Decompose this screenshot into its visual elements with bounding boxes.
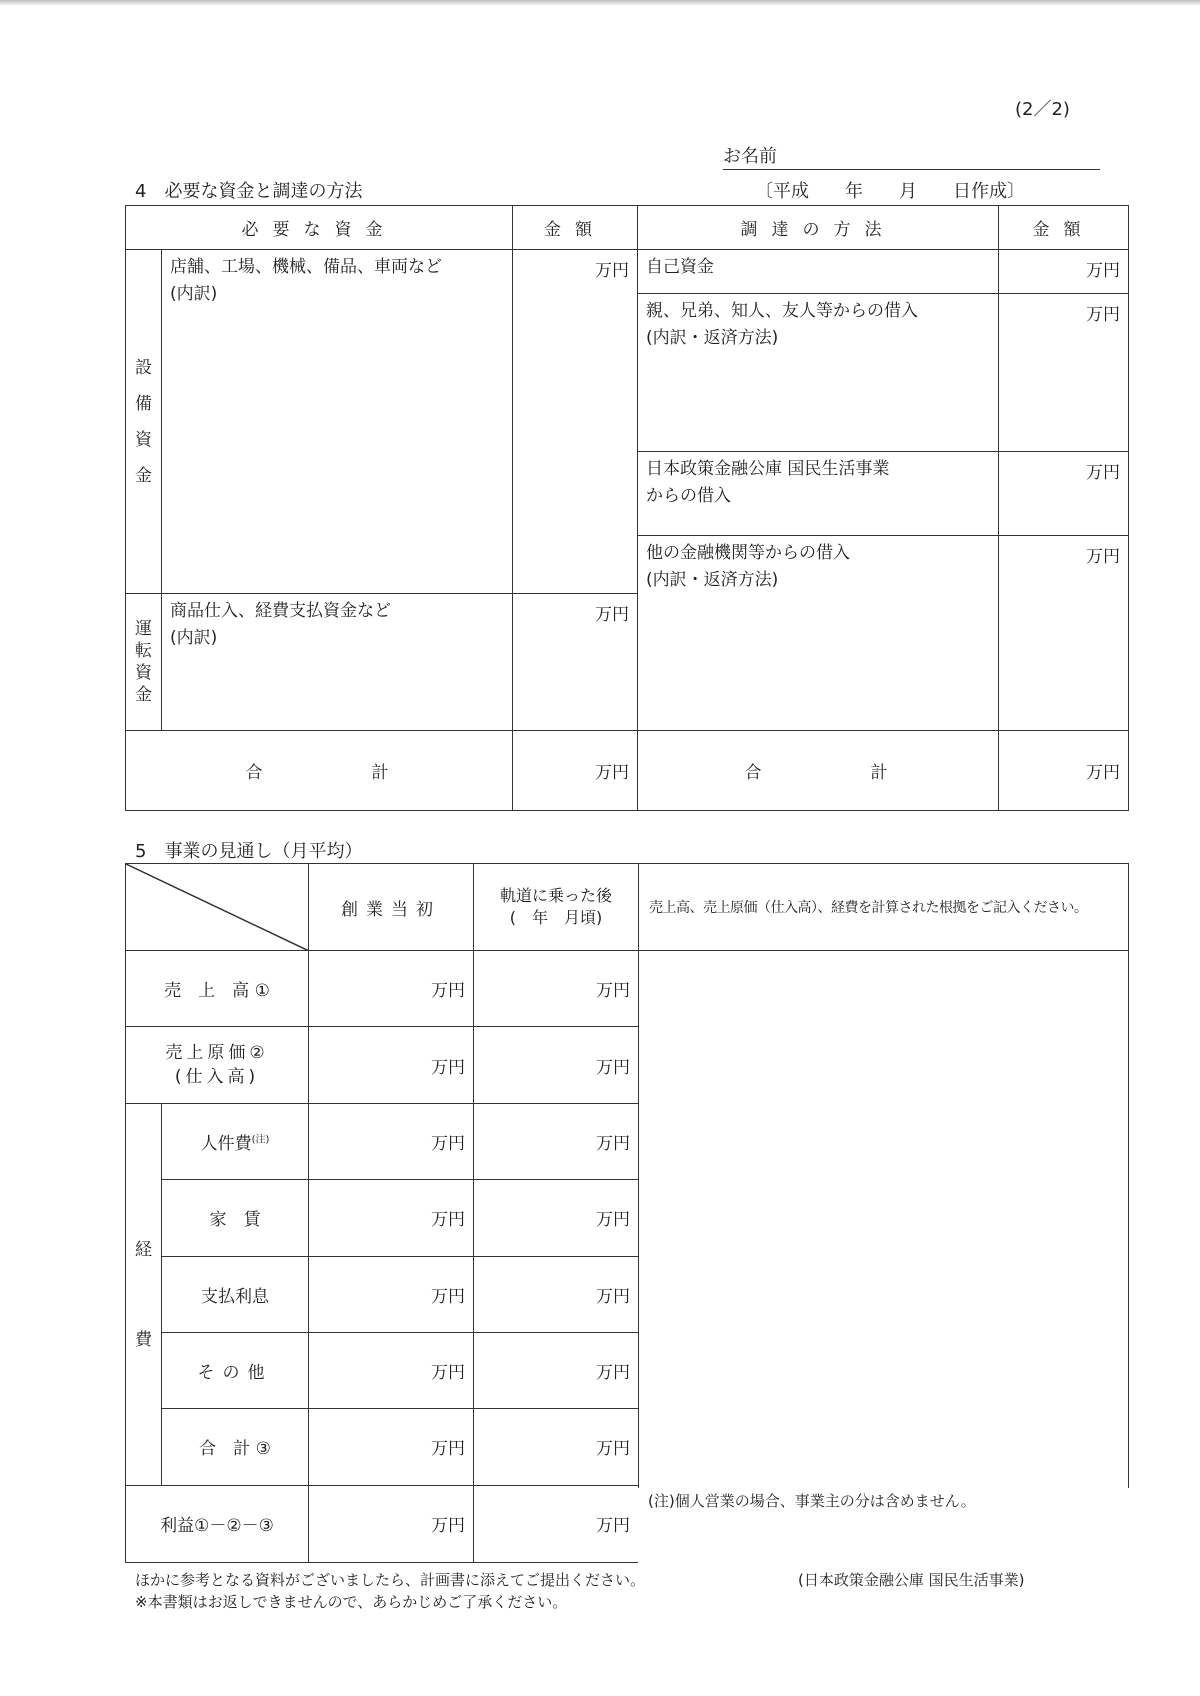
corner-header <box>126 864 309 951</box>
personnel-note-mark: (注) <box>251 1134 270 1146</box>
row-profit-label: 利益①－②－③ <box>126 1485 309 1562</box>
footer-organization: (日本政策金融公庫 国民生活事業) <box>798 1571 1025 1589</box>
section5-title: 5 事業の見通し（月平均） <box>135 841 363 862</box>
rent-start-amount[interactable]: 万円 <box>309 1180 474 1256</box>
business-outlook-table <box>125 863 1129 1563</box>
method-own-funds[interactable]: 自己資金 <box>638 250 999 294</box>
footer-line-2: ※本書類はお返しできませんので、あらかじめご了承ください。 <box>135 1593 568 1611</box>
required-funds-table <box>125 205 638 811</box>
name-label: お名前 <box>723 146 777 167</box>
method-jfc-loan[interactable]: 日本政策金融公庫 国民生活事業 からの借入 <box>638 452 999 536</box>
row-expense-total-label: 合 計 ③ <box>162 1408 309 1485</box>
name-field[interactable] <box>723 145 1100 169</box>
required-total-amount[interactable]: 万円 <box>513 731 638 811</box>
header-amount-2: 金額 <box>999 206 1129 250</box>
method-family-loan[interactable]: 親、兄弟、知人、友人等からの借入 (内訳・返済方法) <box>638 294 999 452</box>
creation-date: 〔平成 年 月 日作成〕 <box>755 181 1025 202</box>
equipment-funds-desc[interactable]: 店舗、工場、機械、備品、車両など (内訳) <box>162 250 513 594</box>
expenses-label: 経 費 <box>126 1104 162 1485</box>
row-other-label: その他 <box>162 1332 309 1408</box>
working-funds-label: 運 転 資 金 <box>126 594 162 731</box>
page-number: (2／2) <box>1015 99 1070 120</box>
name-underline <box>723 169 1100 170</box>
sales-after-amount[interactable]: 万円 <box>474 951 639 1027</box>
working-funds-amount[interactable]: 万円 <box>513 594 638 731</box>
expense-total-after-amount[interactable]: 万円 <box>474 1408 639 1485</box>
row-cost-label: 売上原価② (仕入高) <box>126 1027 309 1104</box>
header-after-track: 軌道に乗った後 ( 年 月頃) <box>474 864 639 951</box>
funding-total-label: 合 計 <box>638 731 999 811</box>
profit-start-amount[interactable]: 万円 <box>309 1485 474 1562</box>
personnel-start-amount[interactable]: 万円 <box>309 1104 474 1180</box>
equipment-funds-label: 設 備 資 金 <box>126 250 162 594</box>
cost-start-amount[interactable]: 万円 <box>309 1027 474 1104</box>
interest-after-amount[interactable]: 万円 <box>474 1256 639 1332</box>
personnel-footnote: (注)個人営業の場合、事業主の分は含めません。 <box>648 1492 976 1510</box>
personnel-text: 人件費 <box>200 1134 252 1155</box>
funding-methods-table <box>637 205 1129 811</box>
equipment-funds-amount[interactable]: 万円 <box>513 250 638 594</box>
jfc-loan-amount[interactable]: 万円 <box>999 452 1129 536</box>
sales-start-amount[interactable]: 万円 <box>309 951 474 1027</box>
header-startup: 創業当初 <box>309 864 474 951</box>
row-personnel-label <box>162 1104 309 1180</box>
scan-edge <box>0 0 1200 6</box>
basis-entry-area[interactable] <box>639 951 1129 1563</box>
method-other-bank-loan[interactable]: 他の金融機関等からの借入 (内訳・返済方法) <box>638 536 999 731</box>
profit-after-amount[interactable]: 万円 <box>474 1485 639 1562</box>
family-loan-amount[interactable]: 万円 <box>999 294 1129 452</box>
expense-total-start-amount[interactable]: 万円 <box>309 1408 474 1485</box>
other-after-amount[interactable]: 万円 <box>474 1332 639 1408</box>
cost-after-amount[interactable]: 万円 <box>474 1027 639 1104</box>
own-funds-amount[interactable]: 万円 <box>999 250 1129 294</box>
required-total-label: 合 計 <box>126 731 513 811</box>
footer-line-1: ほかに参考となる資料がございましたら、計画書に添えてご提出ください。 <box>135 1571 646 1589</box>
other-start-amount[interactable]: 万円 <box>309 1332 474 1408</box>
rent-after-amount[interactable]: 万円 <box>474 1180 639 1256</box>
section4-title: 4 必要な資金と調達の方法 <box>135 181 363 202</box>
funding-total-amount[interactable]: 万円 <box>999 731 1129 811</box>
header-amount: 金額 <box>513 206 638 250</box>
header-funding-method: 調達の方法 <box>638 206 999 250</box>
header-basis-note: 売上高、売上原価（仕入高）、経費を計算された根拠をご記入ください。 <box>639 864 1129 951</box>
row-rent-label: 家 賃 <box>162 1180 309 1256</box>
footnote-area <box>638 1488 1130 1566</box>
diagonal-line <box>126 864 309 951</box>
row-interest-label: 支払利息 <box>162 1256 309 1332</box>
working-funds-desc[interactable]: 商品仕入、経費支払資金など (内訳) <box>162 594 513 731</box>
row-sales-label: 売 上 高 ① <box>126 951 309 1027</box>
header-required-funds: 必要な資金 <box>126 206 513 250</box>
interest-start-amount[interactable]: 万円 <box>309 1256 474 1332</box>
other-bank-loan-amount[interactable]: 万円 <box>999 536 1129 731</box>
personnel-after-amount[interactable]: 万円 <box>474 1104 639 1180</box>
